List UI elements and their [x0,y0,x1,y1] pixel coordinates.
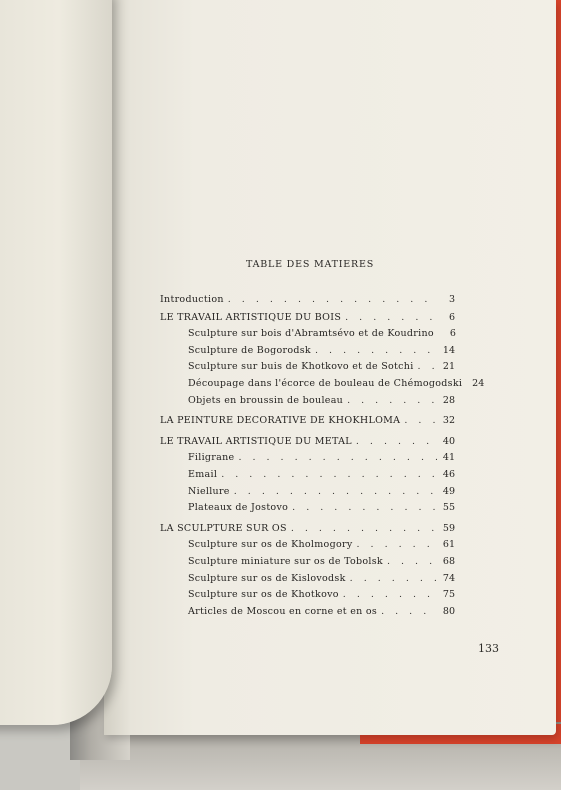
toc-entry [160,554,455,571]
dot-leader [343,587,437,604]
toc-entry-page: 68 [442,555,455,567]
left-page [0,0,112,725]
toc-entry-label: Découpage dans l'écorce de bouleau de Chémogodski [188,377,463,389]
toc-entry-page: 61 [442,539,455,551]
toc-entry-label: Niellure [188,485,230,497]
dot-leader [234,484,437,501]
toc-entry-page: 24 [472,377,485,389]
table-of-contents [160,292,485,620]
toc-entry-label: Sculpture sur buis de Khotkovo et de Sotchi [188,361,414,373]
toc-entry-label: Sculpture de Bogorodsk [188,344,311,356]
toc-entry-label: Sculpture miniature sur os de Tobolsk [188,555,383,567]
dot-leader [228,292,437,309]
toc-entry-label: Sculpture sur os de Khotkovo [188,589,339,601]
dot-leader [347,393,437,410]
toc-entry-introduction [160,292,455,309]
dot-leader [357,537,438,554]
toc-entry-page: 6 [449,328,456,340]
toc-entry-page: 41 [442,452,455,464]
toc-entry-label: LA SCULPTURE SUR OS [160,522,287,534]
toc-entry [160,467,455,484]
dot-leader [221,467,437,484]
toc-entry-page: 28 [442,394,455,406]
toc-entry [160,587,455,604]
toc-section-metal [160,434,455,451]
toc-entry [160,326,455,343]
page-number: 133 [478,642,499,655]
toc-entry-page: 80 [442,605,455,617]
toc-entry [160,343,455,360]
toc-entry-label: Articles de Moscou en corne et en os [188,605,378,617]
dot-leader [345,310,437,327]
toc-entry [160,450,455,467]
toc-entry-label: LE TRAVAIL ARTISTIQUE DU METAL [160,435,352,447]
toc-entry-label: Sculpture sur bois d'Abramtsévo et de Koudrino [188,328,434,340]
toc-entry-label: Introduction [160,294,224,305]
toc-entry [160,484,455,501]
toc-entry-page: 74 [442,572,455,584]
toc-entry-page: 40 [442,435,455,447]
dot-leader [315,343,437,360]
toc-section-os [160,521,455,538]
toc-entry-label: Plateaux de Jostovo [188,502,289,514]
toc-entry [160,393,455,410]
toc-entry-page: 14 [442,344,455,356]
toc-entry-label: LA PEINTURE DECORATIVE DE KHOKHLOMA [160,415,401,427]
dot-leader [356,434,437,451]
toc-entry-page: 59 [442,522,455,534]
toc-entry-page: 32 [442,415,455,427]
dot-leader [381,604,437,621]
toc-entry-page: 21 [442,361,455,373]
toc-title: TABLE DES MATIERES [245,259,375,270]
toc-entry-label: LE TRAVAIL ARTISTIQUE DU BOIS [160,311,342,323]
dot-leader [291,521,437,538]
toc-entry-page: 55 [442,502,455,514]
dot-leader [350,571,437,588]
toc-entry-label: Email [188,468,218,480]
dot-leader [238,450,437,467]
toc-entry [160,537,455,554]
toc-entry-label: Objets en broussin de bouleau [188,394,344,406]
toc-entry [160,604,455,621]
dot-leader [292,500,437,517]
toc-entry [160,376,485,393]
toc-entry-page: 49 [442,485,455,497]
toc-section-khokhloma [160,413,455,430]
toc-entry [160,571,455,588]
toc-entry-page: 6 [448,311,455,323]
toc-entry-page: 75 [442,589,455,601]
toc-entry-label: Sculpture sur os de Kislovodsk [188,572,346,584]
toc-entry [160,359,455,376]
dot-leader [418,359,437,376]
toc-section-bois [160,310,455,327]
toc-entry-page: 3 [448,294,455,305]
toc-entry-label: Filigrane [188,452,235,464]
dot-leader [404,413,437,430]
toc-entry [160,500,455,517]
toc-entry-label: Sculpture sur os de Kholmogory [188,539,353,551]
toc-entry-page: 46 [442,468,455,480]
dot-leader [387,554,437,571]
